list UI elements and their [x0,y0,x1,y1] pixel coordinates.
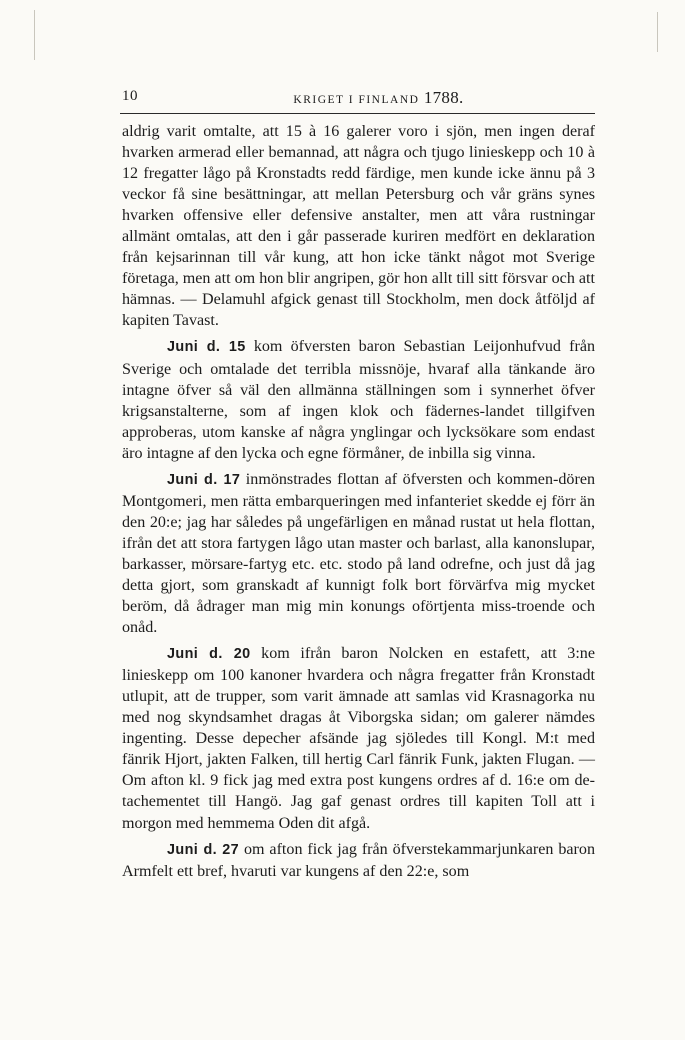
running-head [122,88,595,110]
entry-text: inmönstrades flottan af öfversten och kommen-dören Montgomeri, men rätta embarqueringen med infanteriet skedde ej förr än den 20:e; jag har således på ungefärligen en månad rustat ut hela flottan, ifrån det att stora fartygen lågo utan master och barlast, alla kanonslupar, barkasser, mörsare-fartyg etc. etc. stodo på land odrefne, och just då jag detta gjort, som granskadt af kunnigt folk bort förvärfva mig mycket beröm, då ådrager man mig min konungs oförtjenta miss-troende och onåd. [122,470,596,637]
entry-date: Juni d. 17 [167,471,241,488]
entry-text: kom ifrån baron Nolcken en estafett, att 3:ne linieskepp om 100 kanoner hvardera och några fregatter från Kronstadt utlupit, att de trupper, som varit ämnade att samlas vid Krasnagorka nu med nog skyndsamhet dragas åt Viborgska sidan; om galerer nämdes ingenting. Desse depecher afsände jag sjöledes till Kongl. M:t med fänrik Hjort, jakten Falken, till hertig Carl fänrik Funk, jakten Flugan. — Om afton kl. 9 fick jag med extra post kungens ordres af d. 16:e om de-tachementet till Hangö. Jag gaf genast ordres till kapiten Toll att i morgon med hemmema Oden dit afgå. [122,645,596,832]
entry-date: Juni d. 20 [167,646,251,663]
scan-margin-mark [34,10,35,60]
diary-entry [122,839,595,882]
entry-text: kom öfversten baron Sebastian Leijonhufvud från Sverige och omtalade det terribla missnöje, hvaraf alla tänkande äro intagne öfver så väl den allmänna ställningen som i synnerhet öfver krigsanstalterne, som af ingen klok och fädernes-landet tillgifven approberas, utom kanske af några ynglingar och lycksökare som endast äro intagne af den lycka och egne förmåner, de inbilla sig vinna. [122,338,596,462]
diary-entry [122,643,595,833]
scan-margin-mark [657,12,658,52]
running-title-text: KRIGET I FINLAND [293,94,420,106]
body-text [122,121,595,882]
page-number: 10 [122,88,138,104]
diary-entry [122,469,595,638]
diary-entry [122,336,595,463]
header-rule [120,113,595,114]
entry-date: Juni d. 15 [167,339,246,356]
running-title [122,88,595,108]
running-year: 1788. [423,88,464,107]
paragraph [122,121,595,331]
entry-text: om afton fick jag från öfverstekammarjunkaren baron Armfelt ett bref, hvaruti var kungens af den 22:e, som [122,840,595,880]
entry-date: Juni d. 27 [167,841,240,858]
paragraph-text: aldrig varit omtalte, att 15 à 16 galerer voro i sjön, men ingen deraf hvarken armerad eller bemannad, att några och tjugo linieskepp och 10 à 12 fregatter lågo på Kronstadts redd färdige, men kunde icke ännu på 3 veckor få sine besättningar, att mellan Petersburg och vår gräns synes hvarken offensive eller defensive anstalter, men att våra rustningar allmänt omtalas, att den i går passerade kuriren medfört en deklaration från kejsarinnan till vår kung, att hon icke tänkt något mot Sverige företaga, men att om hon blir angripen, gör hon allt till sitt försvar och att hämnas. — Delamuhl afgick genast till Stockholm, men dock åtföljd af kapiten Tavast. [122,123,595,330]
